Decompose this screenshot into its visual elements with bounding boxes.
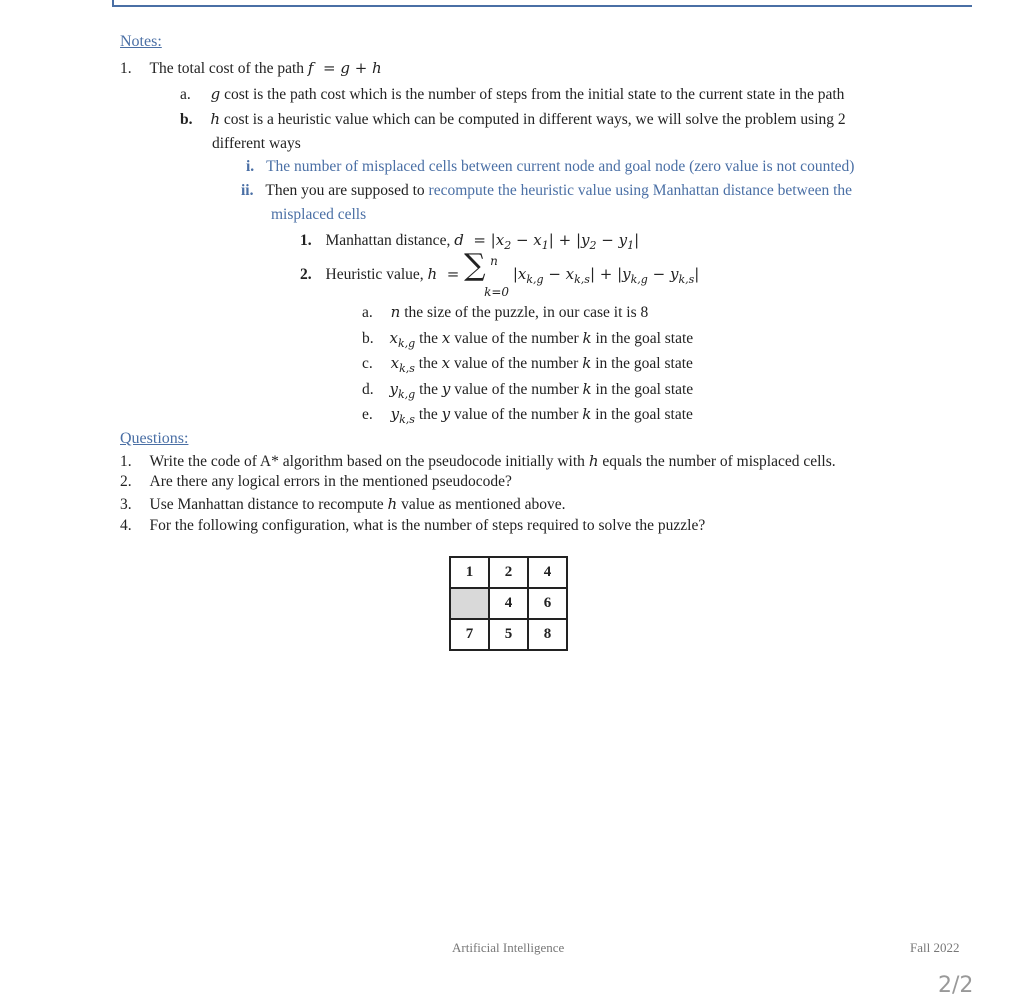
- definition-text: the size of the puzzle, in our case it is 8: [404, 304, 649, 321]
- definition-c: [362, 353, 693, 379]
- page-top-border: [112, 0, 972, 7]
- puzzle-cell: 4: [528, 557, 567, 588]
- definition-var3: k: [582, 405, 592, 423]
- h-variable: h: [210, 110, 221, 128]
- definition-var2: x: [441, 354, 451, 372]
- sum-lower-limit: k=0: [484, 285, 510, 299]
- definition-text: in the goal state: [595, 406, 693, 423]
- list-marker: 1.: [300, 232, 312, 249]
- list-marker: b.: [180, 111, 193, 128]
- g-cost-description: cost is the path cost which is the number of steps from the initial state to the current state in the path: [224, 86, 845, 103]
- definition-text: in the goal state: [595, 355, 693, 372]
- note-item-1a: [180, 84, 844, 105]
- question-number: 1.: [120, 453, 132, 470]
- definition-d: [362, 379, 693, 405]
- list-marker: a.: [180, 86, 191, 103]
- question-number: 3.: [120, 496, 132, 513]
- question-1: [120, 451, 836, 472]
- question-text: For the following configuration, what is the number of steps required to solve the puzzle?: [149, 517, 706, 534]
- definition-text: value of the number: [454, 381, 579, 398]
- definition-e: [362, 404, 693, 430]
- definition-text: the: [419, 381, 439, 398]
- question-3: [120, 494, 566, 515]
- list-marker: ii.: [241, 182, 254, 199]
- misplaced-cells-text: The number of misplaced cells between current node and goal node (zero value is not counted): [266, 158, 855, 175]
- puzzle-cell: 4: [489, 588, 528, 619]
- note-text: The total cost of the path: [149, 60, 305, 77]
- definition-var3: k: [582, 329, 592, 347]
- question-4: [120, 516, 705, 536]
- manhattan-intro-highlight: recompute the heuristic value using Manhattan distance between the: [428, 182, 853, 199]
- h-cost-description: cost is a heuristic value which can be computed in different ways, we will solve the problem using 2: [223, 111, 846, 128]
- page-number: 2/2: [938, 973, 974, 998]
- note-item-1b: [180, 109, 846, 130]
- puzzle-cell: 5: [489, 619, 528, 650]
- definition-text: the: [419, 330, 438, 347]
- sum-upper-limit: n: [490, 254, 498, 268]
- definition-var: $y_{k,s}$: [390, 405, 415, 426]
- puzzle-cell: 8: [528, 619, 567, 650]
- list-marker: b.: [362, 330, 374, 347]
- question-number: 2.: [120, 473, 132, 490]
- question-text: Use Manhattan distance to recompute: [149, 496, 384, 513]
- footer-course-title: Artificial Intelligence: [452, 940, 565, 955]
- heuristic-formula: h = ∑ n k=0 $|x_{k,g} - x_{k,s}| + |y_{k,g} - y_{k,s}|$: [428, 265, 700, 283]
- puzzle-cell: 7: [450, 619, 489, 650]
- manhattan-intro-text: Then you are supposed to: [265, 182, 425, 199]
- puzzle-cell-blank: [450, 588, 489, 619]
- question-text: Are there any logical errors in the mentioned pseudocode?: [149, 473, 512, 490]
- definition-text: in the goal state: [595, 381, 694, 398]
- question-number: 4.: [120, 517, 132, 534]
- puzzle-grid: [449, 556, 568, 651]
- definition-text: value of the number: [453, 355, 579, 372]
- note-number: 1.: [120, 60, 132, 77]
- note-item-1: [120, 58, 382, 79]
- definition-var2: x: [441, 329, 451, 347]
- heuristic-formula-row: [300, 248, 700, 299]
- list-marker: c.: [362, 355, 373, 372]
- list-marker: i.: [246, 158, 255, 175]
- manhattan-distance-label: Manhattan distance,: [325, 232, 451, 249]
- note-item-1b-i: [246, 157, 854, 177]
- heuristic-label: Heuristic value,: [325, 266, 424, 283]
- definition-a: [362, 302, 648, 323]
- list-marker: d.: [362, 381, 374, 398]
- h-cost-description-line2: different ways: [212, 135, 301, 152]
- definition-text: value of the number: [453, 406, 579, 423]
- question-text: Write the code of A* algorithm based on the pseudocode initially with: [149, 453, 585, 470]
- definition-text: the: [418, 406, 438, 423]
- questions-heading: Questions:: [120, 430, 189, 447]
- h-variable: h: [387, 495, 398, 513]
- sigma-glyph: ∑: [464, 248, 486, 283]
- puzzle-row: [450, 619, 567, 650]
- puzzle-row: [450, 588, 567, 619]
- definition-text: in the goal state: [595, 330, 694, 347]
- definition-text: the: [418, 355, 438, 372]
- g-variable: g: [210, 85, 221, 103]
- manhattan-distance-formula: $d = |x_2 - x_1| + |y_2 - y_1|$: [454, 231, 640, 252]
- question-text: value as mentioned above.: [401, 496, 566, 513]
- definition-var2: y: [441, 405, 451, 423]
- definition-var: n: [390, 303, 401, 321]
- note-item-1b-ii: [241, 181, 852, 201]
- puzzle-cell: 1: [450, 557, 489, 588]
- puzzle-row: [450, 557, 567, 588]
- total-cost-formula: f = g + h: [307, 59, 382, 77]
- question-text: equals the number of misplaced cells.: [602, 453, 836, 470]
- list-marker: e.: [362, 406, 373, 423]
- manhattan-intro-line2: misplaced cells: [271, 206, 367, 223]
- notes-heading: Notes:: [120, 33, 162, 50]
- definition-var: $x_{k,s}$: [390, 354, 415, 375]
- question-2: [120, 472, 512, 492]
- definition-b: [362, 328, 693, 354]
- puzzle-cell: 6: [528, 588, 567, 619]
- definition-var2: y: [441, 380, 451, 398]
- list-marker: 2.: [300, 266, 312, 283]
- puzzle-cell: 2: [489, 557, 528, 588]
- footer-term: Fall 2022: [910, 940, 960, 955]
- h-variable: h: [588, 452, 599, 470]
- definition-var3: k: [582, 354, 592, 372]
- definition-text: value of the number: [454, 330, 579, 347]
- list-marker: a.: [362, 304, 373, 321]
- definition-var: $x_{k,g}$: [389, 329, 416, 350]
- definition-var: $y_{k,g}$: [389, 380, 416, 401]
- summation-symbol: [464, 248, 510, 299]
- definition-var3: k: [582, 380, 592, 398]
